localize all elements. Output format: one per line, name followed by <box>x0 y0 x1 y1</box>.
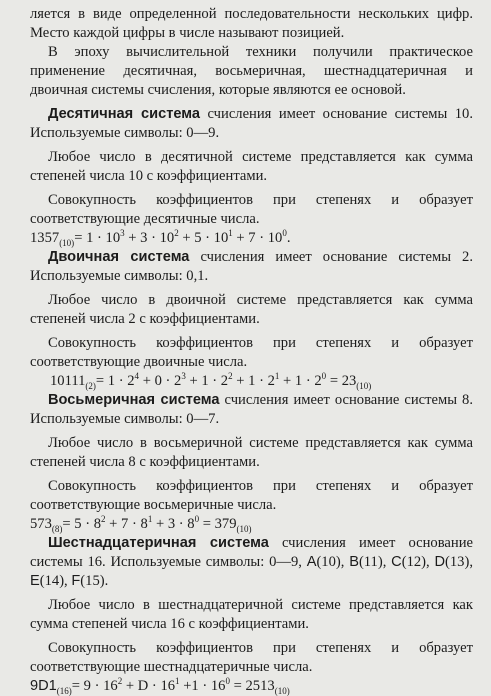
octal-paragraph-2: Любое число в восьмеричной системе представляется как сумма степеней числа 8 с коэффициентами. <box>30 435 473 470</box>
binary-paragraph-3: Совокупность коэффициентов при степенях и образует соответствующие двоичные числа. <box>30 335 473 370</box>
decimal-term: Десятичная система <box>48 106 201 122</box>
intro-paragraph: В эпоху вычислительной техники получили практическое применение десятичная, восьмеричная, шестнадцатеричная и двоичная системы счисления, которые являются ее основой. <box>30 44 473 98</box>
decimal-definition: Десятичная система счисления имеет основание системы 10. Используемые символы: 0—9. <box>30 106 473 141</box>
octal-definition: Восьмеричная система счисления имеет основание системы 8. Используемые символы: 0—7. <box>30 392 473 427</box>
octal-term: Восьмеричная система <box>48 392 220 408</box>
hex-paragraph-2: Любое число в шестнадцатеричной системе представляется как сумма степеней числа 16 с коэффициентами. <box>30 597 473 632</box>
hex-term: Шестнадцатеричная система <box>48 535 269 551</box>
octal-formula: $573_{(8)}= 5 \cdot 8^2 + 7 \cdot 8^1 + 3 \cdot 8^0 = 379_{(10)}$ <box>30 514 252 534</box>
decimal-paragraph-3: Совокупность коэффициентов при степенях и образует соответствующие десятичные числа. <box>30 192 473 227</box>
hex-paragraph-3: Совокупность коэффициентов при степенях и образует соответствующие шестнадцатеричные числа. <box>30 640 473 675</box>
hex-formula: $9D1_{(16)}= 9 \cdot 16^2 + D \cdot 16^1 +1 \cdot 16^0 = 2513_{(10)}$ <box>30 676 290 696</box>
hex-definition: Шестнадцатеричная система счисления имеет основание системы 16. Используемые символы: 0—9, A(10), B(11), C(12), D(13), E(14), F(15). <box>30 535 473 589</box>
intro-continuation: ляется в виде определенной последовательности нескольких цифр. Место каждой цифры в числе называют позицией. <box>30 6 473 41</box>
binary-paragraph-2: Любое число в двоичной системе представляется как сумма степеней числа 2 с коэффициентами. <box>30 292 473 327</box>
octal-paragraph-3: Совокупность коэффициентов при степенях и образует соответствующие восьмеричные числа. <box>30 478 473 513</box>
binary-definition: Двоичная система счисления имеет основание системы 2. Используемые символы: 0,1. <box>30 249 473 284</box>
binary-formula: $10111_{(2)}= 1 \cdot 2^4 + 0 \cdot 2^3 + 1 \cdot 2^2 + 1 \cdot 2^1 + 1 \cdot 2^0 = 23_{(10)}$ <box>50 371 372 391</box>
binary-term: Двоичная система <box>48 249 190 265</box>
decimal-paragraph-2: Любое число в десятичной системе представляется как сумма степеней числа 10 с коэффициентами. <box>30 149 473 184</box>
decimal-formula: $1357_{(10)}= 1 \cdot 10^3 + 3 \cdot 10^2 + 5 \cdot 10^1 + 7 \cdot 10^0$. <box>30 228 291 248</box>
